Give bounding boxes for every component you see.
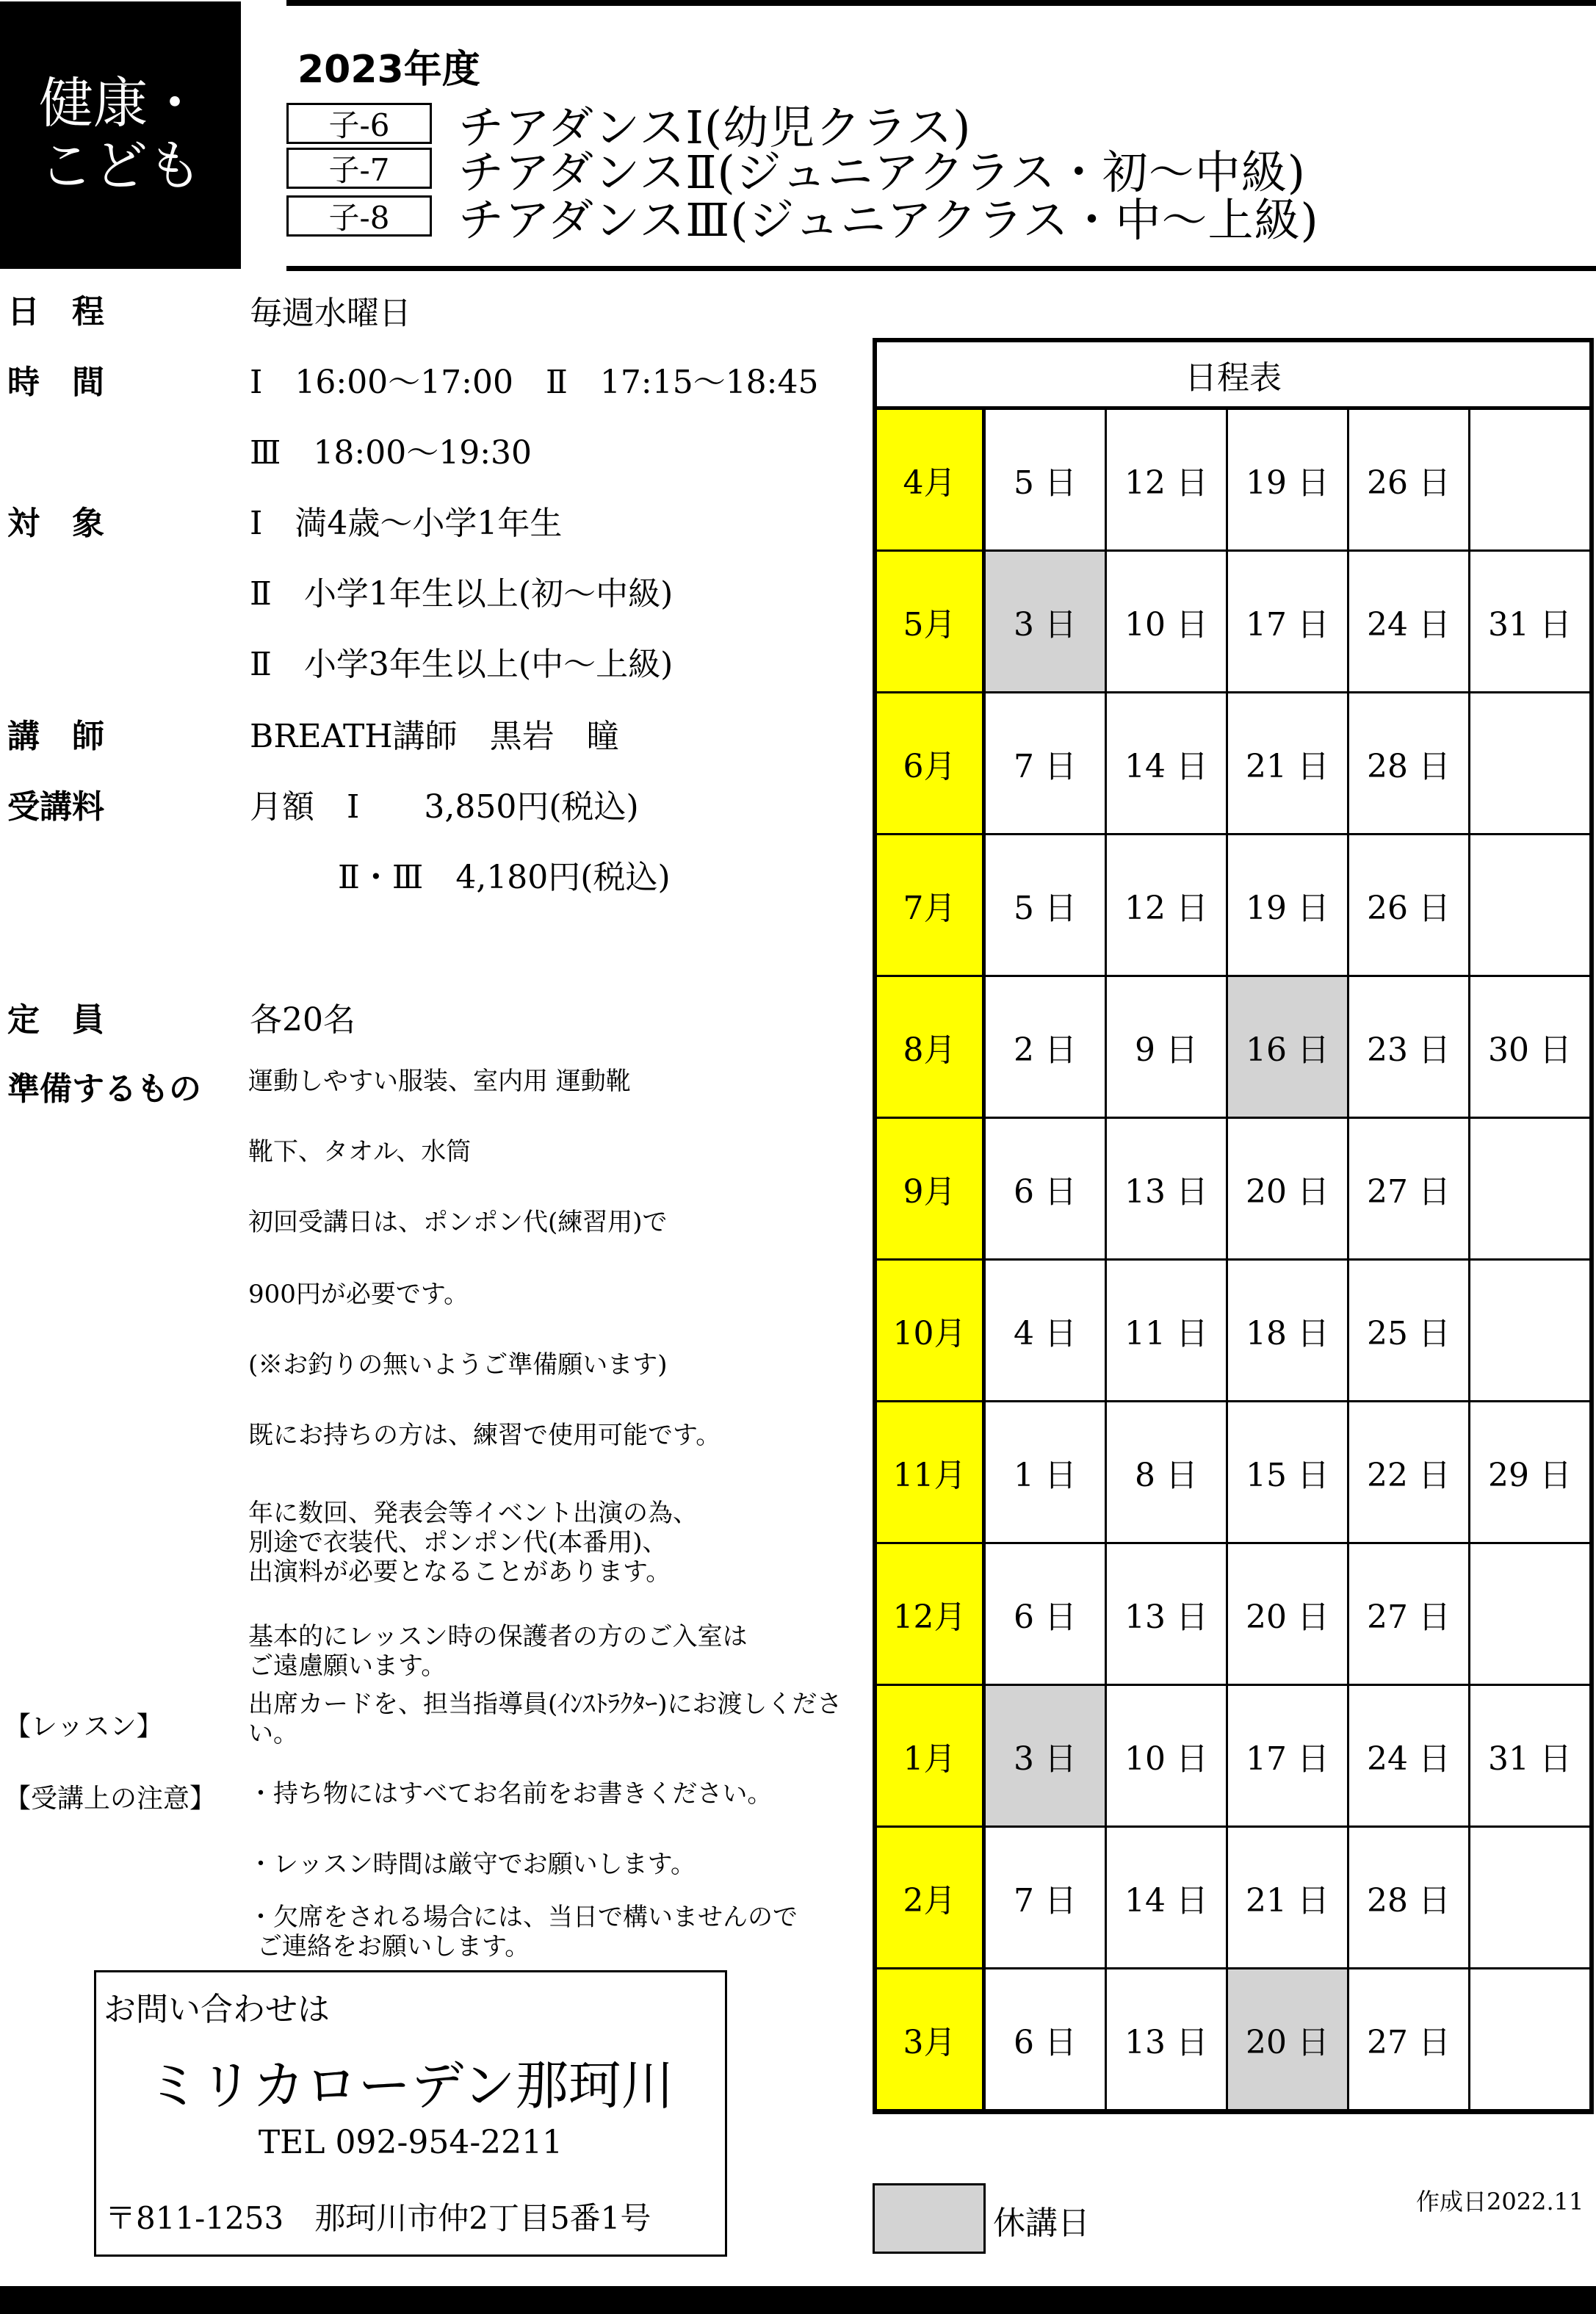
note-line: い。 [248, 1719, 298, 1749]
day-cell: 1 日 [986, 1402, 1107, 1544]
schedule-row [877, 1544, 1589, 1686]
day-cell [1470, 1544, 1589, 1686]
contact-tel: TEL 092-954-2211 [258, 2124, 563, 2161]
day-cell [1470, 1969, 1589, 2111]
day-cell: 27 日 [1349, 1969, 1470, 2111]
month-cell: 9月 [877, 1119, 986, 1261]
instructor-label: 講 師 [7, 718, 104, 755]
schedule-row [877, 1261, 1589, 1402]
schedule-label: 日 程 [7, 293, 104, 331]
day-cell: 13 日 [1107, 1969, 1228, 2111]
items-line: (※お釣りの無いようご準備願います) [248, 1350, 668, 1380]
day-cell: 7 日 [986, 1828, 1107, 1969]
items-line: 900円が必要です。 [248, 1280, 469, 1309]
day-cell: 14 日 [1107, 693, 1228, 835]
day-cell: 19 日 [1228, 835, 1349, 977]
contact-box [94, 1970, 727, 2257]
items-line: 既にお持ちの方は、練習で使用可能です。 [248, 1421, 721, 1450]
course-code: 子-8 [286, 195, 432, 237]
note-line: ・欠席をされる場合には、当日で構いませんので [248, 1903, 798, 1932]
fee-label: 受講料 [7, 788, 104, 826]
month-cell: 12月 [877, 1544, 986, 1686]
time-line: Ⅰ 16:00～17:00 Ⅱ 17:15～18:45 [250, 364, 819, 401]
day-cell: 17 日 [1228, 1686, 1349, 1828]
day-cell [1470, 1828, 1589, 1969]
day-cell: 6 日 [986, 1969, 1107, 2111]
caution-line: ・持ち物にはすべてお名前をお書きください。 [248, 1779, 773, 1809]
day-cell [1470, 1261, 1589, 1402]
schedule-row [877, 1119, 1589, 1261]
day-cell [1470, 1119, 1589, 1261]
day-cell: 31 日 [1470, 1686, 1589, 1828]
day-cell: 30 日 [1470, 977, 1589, 1119]
target-line: Ⅱ 小学3年生以上(中～上級) [250, 646, 674, 683]
day-cell: 28 日 [1349, 1828, 1470, 1969]
course-name: チアダンスⅢ(ジュニアクラス・中～上級) [458, 192, 1319, 247]
course-code: 子-6 [286, 103, 432, 144]
day-cell: 10 日 [1107, 1686, 1228, 1828]
day-cell [1470, 693, 1589, 835]
instructor-value: BREATH講師 黒岩 瞳 [250, 718, 619, 755]
header-rule [286, 266, 1596, 271]
capacity-label: 定 員 [7, 1001, 104, 1039]
day-cell: 6 日 [986, 1544, 1107, 1686]
contact-heading: お問い合わせは [104, 1991, 330, 2028]
time-label: 時 間 [7, 364, 104, 401]
day-cell: 13 日 [1107, 1544, 1228, 1686]
day-cell: 14 日 [1107, 1828, 1228, 1969]
day-cell: 19 日 [1228, 410, 1349, 552]
month-cell: 4月 [877, 410, 986, 552]
day-cell: 18 日 [1228, 1261, 1349, 1402]
day-cell-off: 3 日 [986, 1686, 1107, 1828]
course-row [286, 192, 1319, 247]
legend-swatch [873, 2183, 986, 2254]
month-cell: 3月 [877, 1969, 986, 2111]
day-cell: 26 日 [1349, 835, 1470, 977]
day-cell: 23 日 [1349, 977, 1470, 1119]
lesson-label: 【レッスン】 [4, 1712, 163, 1742]
lesson-note [248, 1690, 842, 1748]
target-line: Ⅰ 満4歳～小学1年生 [250, 505, 563, 542]
note-line: 年に数回、発表会等イベント出演の為、 [248, 1499, 698, 1528]
category-line-2: こども [39, 134, 202, 198]
caution-note [248, 1903, 798, 1961]
facility-name: ミリカローデン那珂川 [147, 2055, 674, 2116]
schedule-value: 毎週水曜日 [250, 295, 411, 332]
course-code: 子-7 [286, 148, 432, 189]
top-rule [286, 0, 1596, 6]
category-line-1: 健康・ [39, 71, 202, 135]
day-cell: 20 日 [1228, 1119, 1349, 1261]
day-cell: 12 日 [1107, 410, 1228, 552]
day-cell: 15 日 [1228, 1402, 1349, 1544]
items-line: 靴下、タオル、水筒 [248, 1137, 472, 1167]
schedule-row [877, 1686, 1589, 1828]
month-cell: 5月 [877, 552, 986, 693]
day-cell: 9 日 [1107, 977, 1228, 1119]
day-cell: 24 日 [1349, 552, 1470, 693]
month-cell: 1月 [877, 1686, 986, 1828]
schedule-row [877, 1969, 1589, 2111]
course-name: チアダンスⅡ(ジュニアクラス・初～中級) [458, 145, 1306, 199]
note-line: ご連絡をお願いします。 [257, 1932, 530, 1962]
day-cell-off: 3 日 [986, 552, 1107, 693]
month-cell: 7月 [877, 835, 986, 977]
note-line: 基本的にレッスン時の保護者の方のご入室は [248, 1622, 748, 1651]
day-cell [1470, 410, 1589, 552]
schedule-row [877, 552, 1589, 693]
schedule-row [877, 1402, 1589, 1544]
day-cell-off: 20 日 [1228, 1969, 1349, 2111]
note-line: 出演料が必要となることがあります。 [248, 1557, 671, 1587]
day-cell: 4 日 [986, 1261, 1107, 1402]
caution-line: ・レッスン時間は厳守でお願いします。 [248, 1850, 696, 1879]
day-cell: 27 日 [1349, 1544, 1470, 1686]
day-cell: 8 日 [1107, 1402, 1228, 1544]
day-cell: 5 日 [986, 835, 1107, 977]
day-cell: 25 日 [1349, 1261, 1470, 1402]
day-cell: 26 日 [1349, 410, 1470, 552]
day-cell: 2 日 [986, 977, 1107, 1119]
schedule-row [877, 835, 1589, 977]
items-line: 初回受講日は、ポンポン代(練習用)で [248, 1208, 668, 1237]
schedule-row [877, 1828, 1589, 1969]
schedule-title: 日程表 [877, 342, 1589, 410]
items-label: 準備するもの [7, 1070, 201, 1108]
month-cell: 2月 [877, 1828, 986, 1969]
day-cell: 11 日 [1107, 1261, 1228, 1402]
day-cell: 10 日 [1107, 552, 1228, 693]
note-line: ご遠慮願います。 [248, 1651, 447, 1682]
items-line: 運動しやすい服装、室内用 運動靴 [248, 1067, 631, 1096]
month-cell: 6月 [877, 693, 986, 835]
target-line: Ⅱ 小学1年生以上(初～中級) [250, 575, 674, 613]
target-label: 対 象 [7, 505, 104, 542]
fee-line: Ⅱ・Ⅲ 4,180円(税込) [338, 859, 671, 896]
day-cell: 28 日 [1349, 693, 1470, 835]
fee-line: 月額 Ⅰ 3,850円(税込) [250, 788, 639, 826]
day-cell: 21 日 [1228, 1828, 1349, 1969]
day-cell: 24 日 [1349, 1686, 1470, 1828]
legend-label: 休講日 [993, 2205, 1090, 2242]
day-cell: 31 日 [1470, 552, 1589, 693]
month-cell: 8月 [877, 977, 986, 1119]
day-cell: 22 日 [1349, 1402, 1470, 1544]
day-cell: 20 日 [1228, 1544, 1349, 1686]
day-cell: 7 日 [986, 693, 1107, 835]
bottom-bar [0, 2286, 1596, 2314]
day-cell: 27 日 [1349, 1119, 1470, 1261]
day-cell [1470, 835, 1589, 977]
month-cell: 11月 [877, 1402, 986, 1544]
day-cell: 12 日 [1107, 835, 1228, 977]
day-cell: 5 日 [986, 410, 1107, 552]
fiscal-year: 2023年度 [297, 48, 480, 92]
schedule-row [877, 693, 1589, 835]
course-name: チアダンスⅠ(幼児クラス) [458, 100, 972, 154]
note-line: 出席カードを、担当指導員(ｲﾝｽﾄﾗｸﾀｰ)にお渡しくださ [248, 1690, 842, 1719]
schedule-row [877, 977, 1589, 1119]
day-cell: 29 日 [1470, 1402, 1589, 1544]
parent-note [248, 1622, 748, 1681]
month-cell: 10月 [877, 1261, 986, 1402]
day-cell: 13 日 [1107, 1119, 1228, 1261]
event-note [248, 1499, 698, 1587]
created-date: 作成日2022.11 [1416, 2188, 1584, 2216]
capacity-value: 各20名 [250, 1001, 355, 1039]
contact-address: 〒811-1253 那珂川市仲2丁目5番1号 [105, 2200, 651, 2236]
category-badge [0, 1, 241, 269]
time-line: Ⅲ 18:00～19:30 [250, 434, 532, 472]
day-cell: 6 日 [986, 1119, 1107, 1261]
caution-label: 【受講上の注意】 [4, 1784, 217, 1814]
schedule-row [877, 410, 1589, 552]
note-line: 別途で衣装代、ポンポン代(本番用)、 [248, 1528, 668, 1558]
day-cell-off: 16 日 [1228, 977, 1349, 1119]
day-cell: 17 日 [1228, 552, 1349, 693]
day-cell: 21 日 [1228, 693, 1349, 835]
